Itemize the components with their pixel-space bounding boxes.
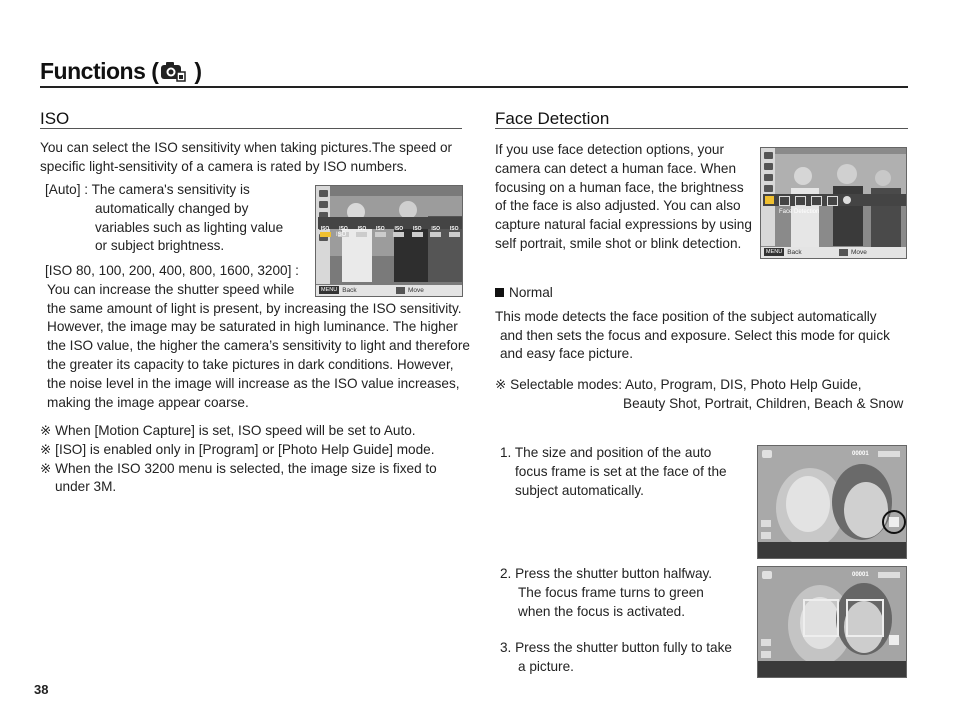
mode-icon — [764, 152, 773, 159]
bullet-square-icon — [495, 288, 504, 297]
iso-option-800[interactable]: ISO — [410, 226, 424, 237]
iso-icon — [764, 174, 773, 181]
face-detect-photo-2 — [757, 566, 907, 678]
step-line: 1. The size and position of the auto — [500, 445, 712, 460]
face-detect-photo-1 — [757, 445, 907, 559]
iso-values-line: the greater its capacity to take pictures in dark conditions. However, — [47, 356, 454, 372]
modes-line: ※ Selectable modes: Auto, Program, DIS, Photo Help Guide, — [495, 377, 862, 392]
menu-key: MENU — [766, 249, 783, 255]
normal-section — [495, 284, 915, 364]
face-intro-line: self portrait, smile shot or blink detection. — [495, 235, 742, 251]
focus-frame-1 — [803, 599, 839, 637]
iso-menu-label: ISO — [336, 232, 347, 238]
shot-counter: 00001 — [852, 572, 869, 578]
size-icon — [319, 201, 328, 208]
face-screen-bottom-bar — [761, 247, 906, 258]
face-option-normal[interactable] — [779, 196, 790, 206]
move-label: Move — [408, 287, 424, 294]
face-icon — [764, 185, 773, 192]
iso-intro-line: specific light-sensitivity of a camera is rated by ISO numbers. — [40, 158, 408, 174]
step-line: focus frame is set at the face of the — [515, 463, 727, 479]
iso-heading-rule — [40, 128, 462, 129]
iso-values-line: the noise level in the image will increase as the ISO value increases, — [47, 375, 460, 391]
iso-note: ※ [ISO] is enabled only in [Program] or [Photo Help Guide] mode. — [40, 441, 435, 457]
step-line: a picture. — [518, 658, 574, 674]
camera-function-icon — [160, 60, 186, 82]
iso-auto-line: automatically changed by — [95, 200, 249, 216]
title-text: Functions ( — [40, 58, 159, 84]
metering-icon — [761, 651, 771, 658]
move-hint — [839, 247, 867, 258]
face-heading: Face Detection — [495, 109, 610, 128]
iso-option-3200[interactable]: ISO — [447, 226, 461, 237]
step-line: when the focus is activated. — [518, 603, 685, 619]
face-intro-line: If you use face detection options, your — [495, 142, 724, 157]
iso-note: under 3M. — [55, 479, 117, 495]
face-menu-label: Face Detection — [779, 209, 820, 215]
smile-icon[interactable] — [843, 196, 851, 204]
iso-option-400[interactable]: ISO — [392, 226, 406, 237]
status-icons — [878, 451, 900, 457]
face-intro-line: capture natural facial expressions by using — [495, 217, 752, 233]
iso-intro — [40, 139, 470, 177]
iso-option-auto[interactable]: ISO — [318, 226, 332, 237]
step-line: The focus frame turns to green — [518, 584, 704, 600]
iso-heading: ISO — [40, 109, 70, 128]
iso-values-line: However, the image may be saturated in high luminance. The higher — [47, 319, 458, 335]
camera-mode-icon — [762, 450, 772, 458]
face-intro — [495, 141, 755, 254]
status-icons — [878, 572, 900, 578]
face-option-blink[interactable] — [827, 196, 838, 206]
iso-values-line: the ISO value, the higher the camera’s sensitivity to light and therefore — [47, 338, 470, 354]
face-option-smile[interactable] — [811, 196, 822, 206]
face-intro-line: of the face is also adjusted. You can also — [495, 198, 741, 214]
face-options-row — [763, 194, 906, 206]
iso-values-line: making the image appear coarse. — [47, 394, 249, 410]
step-3 — [500, 639, 760, 677]
face-heading-rule — [495, 128, 908, 129]
iso-auto-line: variables such as lighting value — [95, 219, 284, 235]
drive-icon — [761, 520, 771, 527]
move-label: Move — [851, 249, 867, 256]
modes-line: Beauty Shot, Portrait, Children, Beach & Snow — [623, 395, 904, 411]
normal-line: and then sets the focus and exposure. Select this mode for quick — [500, 327, 890, 343]
menu-key: MENU — [321, 287, 338, 293]
title-close: ) — [188, 58, 202, 84]
face-intro-line: focusing on a human face, the brightness — [495, 179, 744, 195]
face-detection-icon — [889, 635, 899, 645]
page-number: 38 — [34, 682, 49, 697]
page-title — [40, 58, 202, 85]
drive-icon — [761, 639, 771, 646]
face-intro-line: camera can detect a human face. When — [495, 160, 737, 176]
iso-option-80[interactable]: ISO — [336, 226, 350, 237]
mode-icon — [319, 190, 328, 197]
iso-values-desc — [45, 262, 475, 412]
step-line: subject automatically. — [515, 482, 644, 498]
iso-intro-line: You can select the ISO sensitivity when taking pictures.The speed or — [40, 140, 453, 155]
step-2 — [500, 565, 760, 621]
couple-photo — [758, 446, 906, 558]
iso-option-100[interactable]: ISO — [355, 226, 369, 237]
iso-values-line: You can increase the shutter speed while — [47, 281, 295, 297]
face-option-self-portrait[interactable] — [795, 196, 806, 206]
iso-note: ※ When [Motion Capture] is set, ISO speed will be set to Auto. — [40, 423, 416, 438]
back-label: Back — [342, 287, 357, 294]
iso-values-line: [ISO 80, 100, 200, 400, 800, 1600, 3200] : — [45, 263, 299, 278]
title-divider — [40, 86, 908, 88]
face-option-off[interactable] — [765, 196, 774, 204]
face-detection-icon — [889, 517, 899, 527]
back-label: Back — [787, 249, 802, 256]
iso-auto-desc — [45, 181, 315, 256]
dpad-icon — [839, 249, 848, 256]
size-icon — [764, 163, 773, 170]
iso-option-200[interactable]: ISO — [373, 226, 387, 237]
selectable-modes — [495, 376, 915, 414]
metering-icon — [761, 532, 771, 539]
iso-auto-line: or subject brightness. — [95, 238, 225, 254]
iso-values-line: the same amount of light is present, by increasing the ISO sensitivity. — [47, 300, 462, 316]
iso-options-row — [318, 217, 462, 232]
shot-counter: 00001 — [852, 451, 869, 457]
iso-notes — [40, 422, 470, 497]
step-line: 2. Press the shutter button halfway. — [500, 566, 713, 581]
step-line: 3. Press the shutter button fully to take — [500, 640, 732, 655]
normal-line: This mode detects the face position of the subject automatically — [495, 308, 877, 324]
iso-option-1600[interactable]: ISO — [429, 226, 443, 237]
face-menu-screen — [760, 147, 907, 259]
camera-mode-icon — [762, 571, 772, 579]
step-1 — [500, 444, 750, 500]
normal-heading: Normal — [495, 284, 915, 303]
iso-auto-line: [Auto] : The camera's sensitivity is — [45, 182, 250, 197]
focus-frame-2 — [846, 599, 884, 637]
iso-note: ※ When the ISO 3200 menu is selected, the image size is fixed to — [40, 460, 437, 476]
normal-line: and easy face picture. — [500, 346, 633, 362]
